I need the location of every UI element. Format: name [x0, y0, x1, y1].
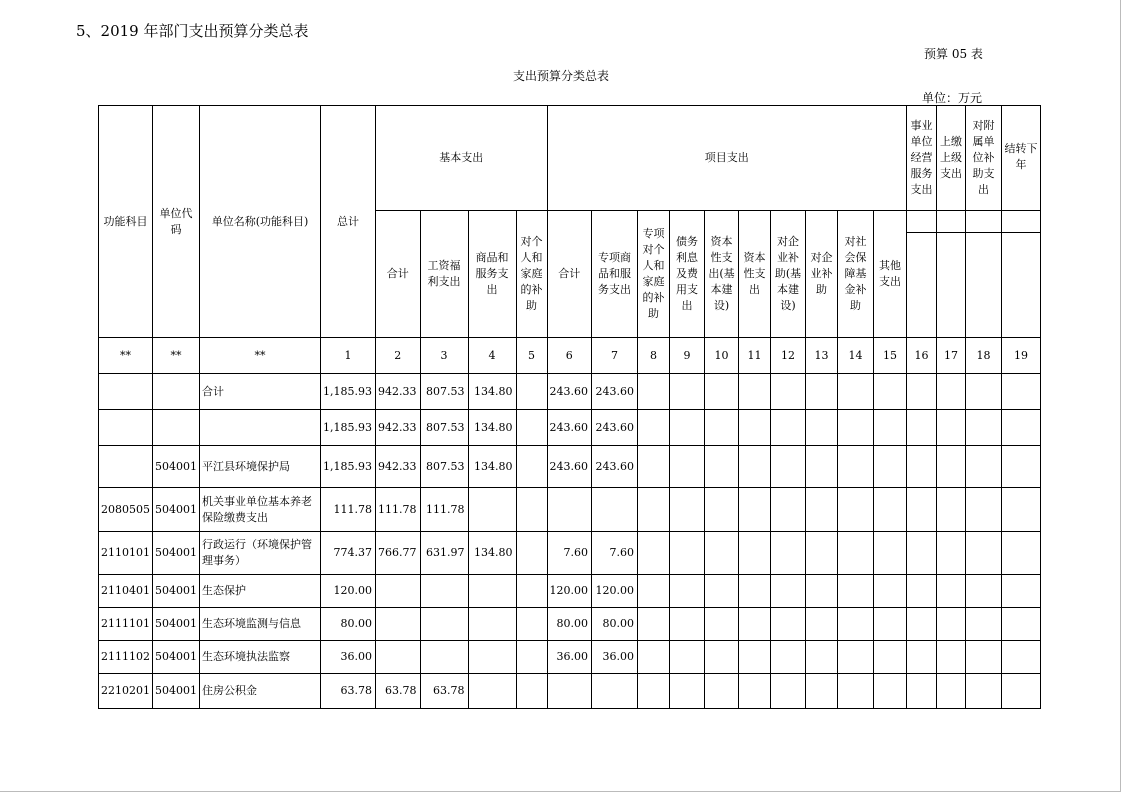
header-empty-cell — [1002, 211, 1041, 233]
cell-col-11 — [771, 374, 806, 410]
cell-unit-name: 生态环境监测与信息 — [200, 608, 321, 641]
cell-col-9 — [705, 641, 739, 674]
cell-col-17 — [966, 446, 1002, 488]
cell-col-14 — [874, 641, 907, 674]
cell-col-9 — [705, 488, 739, 532]
cell-col-1 — [376, 575, 421, 608]
cell-col-14 — [874, 488, 907, 532]
cell-col-13 — [838, 532, 874, 575]
cell-col-11 — [771, 532, 806, 575]
cell-col-11 — [771, 410, 806, 446]
cell-col-18 — [1002, 575, 1041, 608]
header-affiliate: 对附属单位补助支出 — [966, 106, 1002, 211]
cell-col-12 — [806, 532, 838, 575]
cell-total: 1,185.93 — [321, 410, 376, 446]
cell-unit-name: 生态保护 — [200, 575, 321, 608]
column-index-cell: 17 — [937, 338, 966, 374]
cell-col-12 — [806, 641, 838, 674]
header-upper: 上缴上级支出 — [937, 106, 966, 211]
cell-col-8 — [670, 446, 705, 488]
cell-col-14 — [874, 575, 907, 608]
cell-col-1: 942.33 — [376, 446, 421, 488]
column-index-cell: 7 — [592, 338, 638, 374]
header-basic-wage: 工资福利支出 — [420, 211, 468, 338]
cell-col-3: 134.80 — [468, 532, 516, 575]
cell-col-15 — [907, 608, 937, 641]
table-row — [99, 608, 1041, 641]
cell-col-1 — [376, 641, 421, 674]
column-index-row — [99, 338, 1041, 374]
cell-col-2 — [420, 608, 468, 641]
header-basic-total: 合计 — [376, 211, 421, 338]
cell-col-14 — [874, 410, 907, 446]
column-index-cell: 10 — [705, 338, 739, 374]
cell-col-15 — [907, 532, 937, 575]
cell-unit-code: 504001 — [153, 641, 200, 674]
column-index-cell: 11 — [739, 338, 771, 374]
cell-col-5: 120.00 — [547, 575, 592, 608]
column-index-cell: 6 — [547, 338, 592, 374]
cell-col-16 — [937, 608, 966, 641]
cell-col-2: 807.53 — [420, 446, 468, 488]
header-empty-cell — [1002, 233, 1041, 338]
cell-col-7 — [638, 608, 670, 641]
cell-unit-name: 合计 — [200, 374, 321, 410]
cell-col-15 — [907, 575, 937, 608]
cell-col-1: 63.78 — [376, 674, 421, 709]
header-project-other: 其他支出 — [874, 211, 907, 338]
cell-col-8 — [670, 410, 705, 446]
header-project-personal: 专项对个人和家庭的补助 — [638, 211, 670, 338]
header-empty-cell — [907, 233, 937, 338]
cell-unit-code — [153, 374, 200, 410]
cell-unit-code: 504001 — [153, 488, 200, 532]
cell-col-12 — [806, 410, 838, 446]
cell-col-12 — [806, 575, 838, 608]
cell-total: 1,185.93 — [321, 374, 376, 410]
cell-col-5: 243.60 — [547, 374, 592, 410]
cell-col-14 — [874, 608, 907, 641]
cell-col-11 — [771, 488, 806, 532]
cell-col-4 — [516, 410, 547, 446]
cell-col-18 — [1002, 674, 1041, 709]
header-unit-code: 单位代码 — [153, 106, 200, 338]
cell-col-15 — [907, 410, 937, 446]
cell-unit-code: 504001 — [153, 674, 200, 709]
cell-col-13 — [838, 446, 874, 488]
cell-col-6: 7.60 — [592, 532, 638, 575]
cell-col-2: 807.53 — [420, 410, 468, 446]
cell-col-10 — [739, 575, 771, 608]
cell-col-7 — [638, 488, 670, 532]
cell-col-13 — [838, 488, 874, 532]
cell-col-14 — [874, 446, 907, 488]
cell-col-6 — [592, 674, 638, 709]
cell-func-code: 2080505 — [99, 488, 153, 532]
header-basic-personal: 对个人和家庭的补助 — [516, 211, 547, 338]
cell-col-6: 243.60 — [592, 410, 638, 446]
cell-unit-code: 504001 — [153, 608, 200, 641]
column-index-cell: 9 — [670, 338, 705, 374]
header-project-capital: 资本性支出 — [739, 211, 771, 338]
cell-col-6: 243.60 — [592, 446, 638, 488]
cell-col-4 — [516, 575, 547, 608]
cell-col-12 — [806, 446, 838, 488]
cell-col-18 — [1002, 641, 1041, 674]
cell-col-7 — [638, 641, 670, 674]
cell-col-10 — [739, 374, 771, 410]
table-body — [99, 374, 1041, 709]
cell-col-7 — [638, 446, 670, 488]
cell-col-13 — [838, 374, 874, 410]
cell-col-5 — [547, 674, 592, 709]
cell-col-18 — [1002, 410, 1041, 446]
cell-total: 63.78 — [321, 674, 376, 709]
header-project-enterprise: 对企业补助 — [806, 211, 838, 338]
cell-col-15 — [907, 674, 937, 709]
cell-col-6: 36.00 — [592, 641, 638, 674]
cell-col-9 — [705, 532, 739, 575]
cell-col-17 — [966, 608, 1002, 641]
cell-col-10 — [739, 608, 771, 641]
cell-col-10 — [739, 446, 771, 488]
cell-col-8 — [670, 575, 705, 608]
cell-col-16 — [937, 674, 966, 709]
cell-col-13 — [838, 410, 874, 446]
cell-col-13 — [838, 575, 874, 608]
cell-unit-code: 504001 — [153, 446, 200, 488]
cell-col-8 — [670, 641, 705, 674]
cell-col-8 — [670, 608, 705, 641]
budget-table-number: 预算 05 表 — [924, 47, 983, 61]
cell-total: 774.37 — [321, 532, 376, 575]
cell-col-12 — [806, 608, 838, 641]
cell-total: 36.00 — [321, 641, 376, 674]
cell-col-14 — [874, 674, 907, 709]
cell-col-17 — [966, 575, 1002, 608]
header-biz-op: 事业单位经营服务支出 — [907, 106, 937, 211]
cell-col-3 — [468, 488, 516, 532]
cell-col-2: 111.78 — [420, 488, 468, 532]
cell-col-17 — [966, 641, 1002, 674]
cell-col-9 — [705, 608, 739, 641]
cell-unit-code — [153, 410, 200, 446]
cell-col-16 — [937, 446, 966, 488]
cell-col-5: 36.00 — [547, 641, 592, 674]
cell-col-4 — [516, 488, 547, 532]
cell-unit-code: 504001 — [153, 575, 200, 608]
cell-col-4 — [516, 446, 547, 488]
header-empty-cell — [907, 211, 937, 233]
cell-col-9 — [705, 374, 739, 410]
column-index-cell: 4 — [468, 338, 516, 374]
cell-func-code: 2210201 — [99, 674, 153, 709]
header-empty-cell — [937, 211, 966, 233]
cell-col-11 — [771, 608, 806, 641]
cell-col-1: 942.33 — [376, 410, 421, 446]
cell-func-code: 2111102 — [99, 641, 153, 674]
cell-total: 80.00 — [321, 608, 376, 641]
cell-col-6: 120.00 — [592, 575, 638, 608]
cell-col-3: 134.80 — [468, 446, 516, 488]
cell-col-2 — [420, 641, 468, 674]
cell-col-15 — [907, 446, 937, 488]
cell-unit-name: 机关事业单位基本养老保险缴费支出 — [200, 488, 321, 532]
table-row — [99, 410, 1041, 446]
cell-col-10 — [739, 674, 771, 709]
cell-col-18 — [1002, 608, 1041, 641]
cell-col-12 — [806, 374, 838, 410]
header-empty-cell — [937, 233, 966, 338]
header-project: 项目支出 — [547, 106, 907, 211]
cell-col-17 — [966, 410, 1002, 446]
cell-total: 120.00 — [321, 575, 376, 608]
table-row — [99, 446, 1041, 488]
cell-col-3: 134.80 — [468, 374, 516, 410]
cell-col-16 — [937, 575, 966, 608]
cell-col-17 — [966, 674, 1002, 709]
column-index-cell: 3 — [420, 338, 468, 374]
cell-col-3 — [468, 608, 516, 641]
cell-col-5: 243.60 — [547, 446, 592, 488]
column-index-cell: 13 — [806, 338, 838, 374]
cell-col-9 — [705, 674, 739, 709]
column-index-cell: 14 — [838, 338, 874, 374]
cell-func-code — [99, 374, 153, 410]
column-index-cell: 2 — [376, 338, 421, 374]
cell-col-9 — [705, 410, 739, 446]
cell-col-17 — [966, 374, 1002, 410]
cell-col-1 — [376, 608, 421, 641]
cell-col-18 — [1002, 488, 1041, 532]
cell-col-15 — [907, 374, 937, 410]
cell-unit-name: 生态环境执法监察 — [200, 641, 321, 674]
header-total: 总计 — [321, 106, 376, 338]
cell-col-9 — [705, 575, 739, 608]
header-empty-cell — [966, 233, 1002, 338]
cell-col-6 — [592, 488, 638, 532]
cell-col-8 — [670, 488, 705, 532]
cell-col-10 — [739, 488, 771, 532]
cell-col-3: 134.80 — [468, 410, 516, 446]
header-unit-name: 单位名称(功能科目) — [200, 106, 321, 338]
cell-col-5 — [547, 488, 592, 532]
header-basic: 基本支出 — [376, 106, 548, 211]
header-carry: 结转下年 — [1002, 106, 1041, 211]
cell-col-7 — [638, 674, 670, 709]
cell-col-8 — [670, 532, 705, 575]
cell-col-12 — [806, 674, 838, 709]
cell-col-13 — [838, 674, 874, 709]
cell-col-4 — [516, 641, 547, 674]
cell-col-16 — [937, 488, 966, 532]
cell-col-16 — [937, 532, 966, 575]
table-row — [99, 641, 1041, 674]
cell-unit-name: 行政运行（环境保护管理事务） — [200, 532, 321, 575]
cell-col-5: 80.00 — [547, 608, 592, 641]
cell-func-code: 2110401 — [99, 575, 153, 608]
cell-col-3 — [468, 674, 516, 709]
cell-col-14 — [874, 532, 907, 575]
cell-col-7 — [638, 410, 670, 446]
cell-col-11 — [771, 674, 806, 709]
header-project-goods: 专项商品和服务支出 — [592, 211, 638, 338]
cell-func-code — [99, 410, 153, 446]
table-title: 支出预算分类总表 — [512, 69, 609, 83]
cell-col-10 — [739, 641, 771, 674]
cell-col-7 — [638, 575, 670, 608]
cell-col-15 — [907, 641, 937, 674]
cell-col-2: 807.53 — [420, 374, 468, 410]
cell-col-13 — [838, 641, 874, 674]
cell-col-18 — [1002, 532, 1041, 575]
cell-col-4 — [516, 374, 547, 410]
column-index-cell: 8 — [638, 338, 670, 374]
column-index-cell: 19 — [1002, 338, 1041, 374]
cell-col-5: 7.60 — [547, 532, 592, 575]
header-project-social: 对社会保障基金补助 — [838, 211, 874, 338]
column-index-cell: 5 — [516, 338, 547, 374]
cell-col-18 — [1002, 374, 1041, 410]
cell-col-10 — [739, 532, 771, 575]
cell-col-15 — [907, 488, 937, 532]
cell-unit-name: 平江县环境保护局 — [200, 446, 321, 488]
table-row — [99, 674, 1041, 709]
cell-col-12 — [806, 488, 838, 532]
cell-total: 1,185.93 — [321, 446, 376, 488]
cell-col-1: 942.33 — [376, 374, 421, 410]
column-index-cell: 12 — [771, 338, 806, 374]
unit-label: 单位：万元 — [922, 91, 983, 105]
column-index-cell: ** — [99, 338, 153, 374]
column-index-cell: ** — [200, 338, 321, 374]
cell-col-11 — [771, 641, 806, 674]
cell-col-18 — [1002, 446, 1041, 488]
cell-col-14 — [874, 374, 907, 410]
cell-col-2 — [420, 575, 468, 608]
document-title: 5、2019 年部门支出预算分类总表 — [76, 22, 309, 40]
expenditure-table — [98, 105, 1041, 709]
table-row — [99, 488, 1041, 532]
cell-col-17 — [966, 488, 1002, 532]
header-project-enterprise-build: 对企业补助(基本建设) — [771, 211, 806, 338]
column-index-cell: 15 — [874, 338, 907, 374]
cell-col-11 — [771, 446, 806, 488]
column-index-cell: 1 — [321, 338, 376, 374]
header-func-code: 功能科目 — [99, 106, 153, 338]
cell-col-4 — [516, 532, 547, 575]
cell-col-3 — [468, 641, 516, 674]
cell-unit-code: 504001 — [153, 532, 200, 575]
cell-col-5: 243.60 — [547, 410, 592, 446]
cell-col-2: 631.97 — [420, 532, 468, 575]
cell-col-17 — [966, 532, 1002, 575]
column-index-cell: ** — [153, 338, 200, 374]
column-index-cell: 18 — [966, 338, 1002, 374]
cell-func-code: 2111101 — [99, 608, 153, 641]
header-project-debt: 债务利息及费用支出 — [670, 211, 705, 338]
header-project-capital-build: 资本性支出(基本建设) — [705, 211, 739, 338]
cell-col-16 — [937, 410, 966, 446]
cell-col-8 — [670, 674, 705, 709]
cell-unit-name: 住房公积金 — [200, 674, 321, 709]
cell-col-8 — [670, 374, 705, 410]
column-index-cell: 16 — [907, 338, 937, 374]
cell-col-4 — [516, 608, 547, 641]
cell-col-13 — [838, 608, 874, 641]
header-empty-cell — [966, 211, 1002, 233]
header-basic-goods: 商品和服务支出 — [468, 211, 516, 338]
cell-col-6: 80.00 — [592, 608, 638, 641]
cell-col-6: 243.60 — [592, 374, 638, 410]
cell-col-7 — [638, 532, 670, 575]
cell-col-9 — [705, 446, 739, 488]
cell-col-4 — [516, 674, 547, 709]
cell-col-16 — [937, 641, 966, 674]
cell-col-7 — [638, 374, 670, 410]
cell-unit-name — [200, 410, 321, 446]
cell-col-16 — [937, 374, 966, 410]
cell-col-10 — [739, 410, 771, 446]
cell-col-1: 111.78 — [376, 488, 421, 532]
cell-func-code: 2110101 — [99, 532, 153, 575]
cell-total: 111.78 — [321, 488, 376, 532]
cell-col-1: 766.77 — [376, 532, 421, 575]
header-project-total: 合计 — [547, 211, 592, 338]
cell-col-3 — [468, 575, 516, 608]
cell-col-2: 63.78 — [420, 674, 468, 709]
cell-func-code — [99, 446, 153, 488]
table-row — [99, 532, 1041, 575]
table-row — [99, 575, 1041, 608]
cell-col-11 — [771, 575, 806, 608]
table-row — [99, 374, 1041, 410]
